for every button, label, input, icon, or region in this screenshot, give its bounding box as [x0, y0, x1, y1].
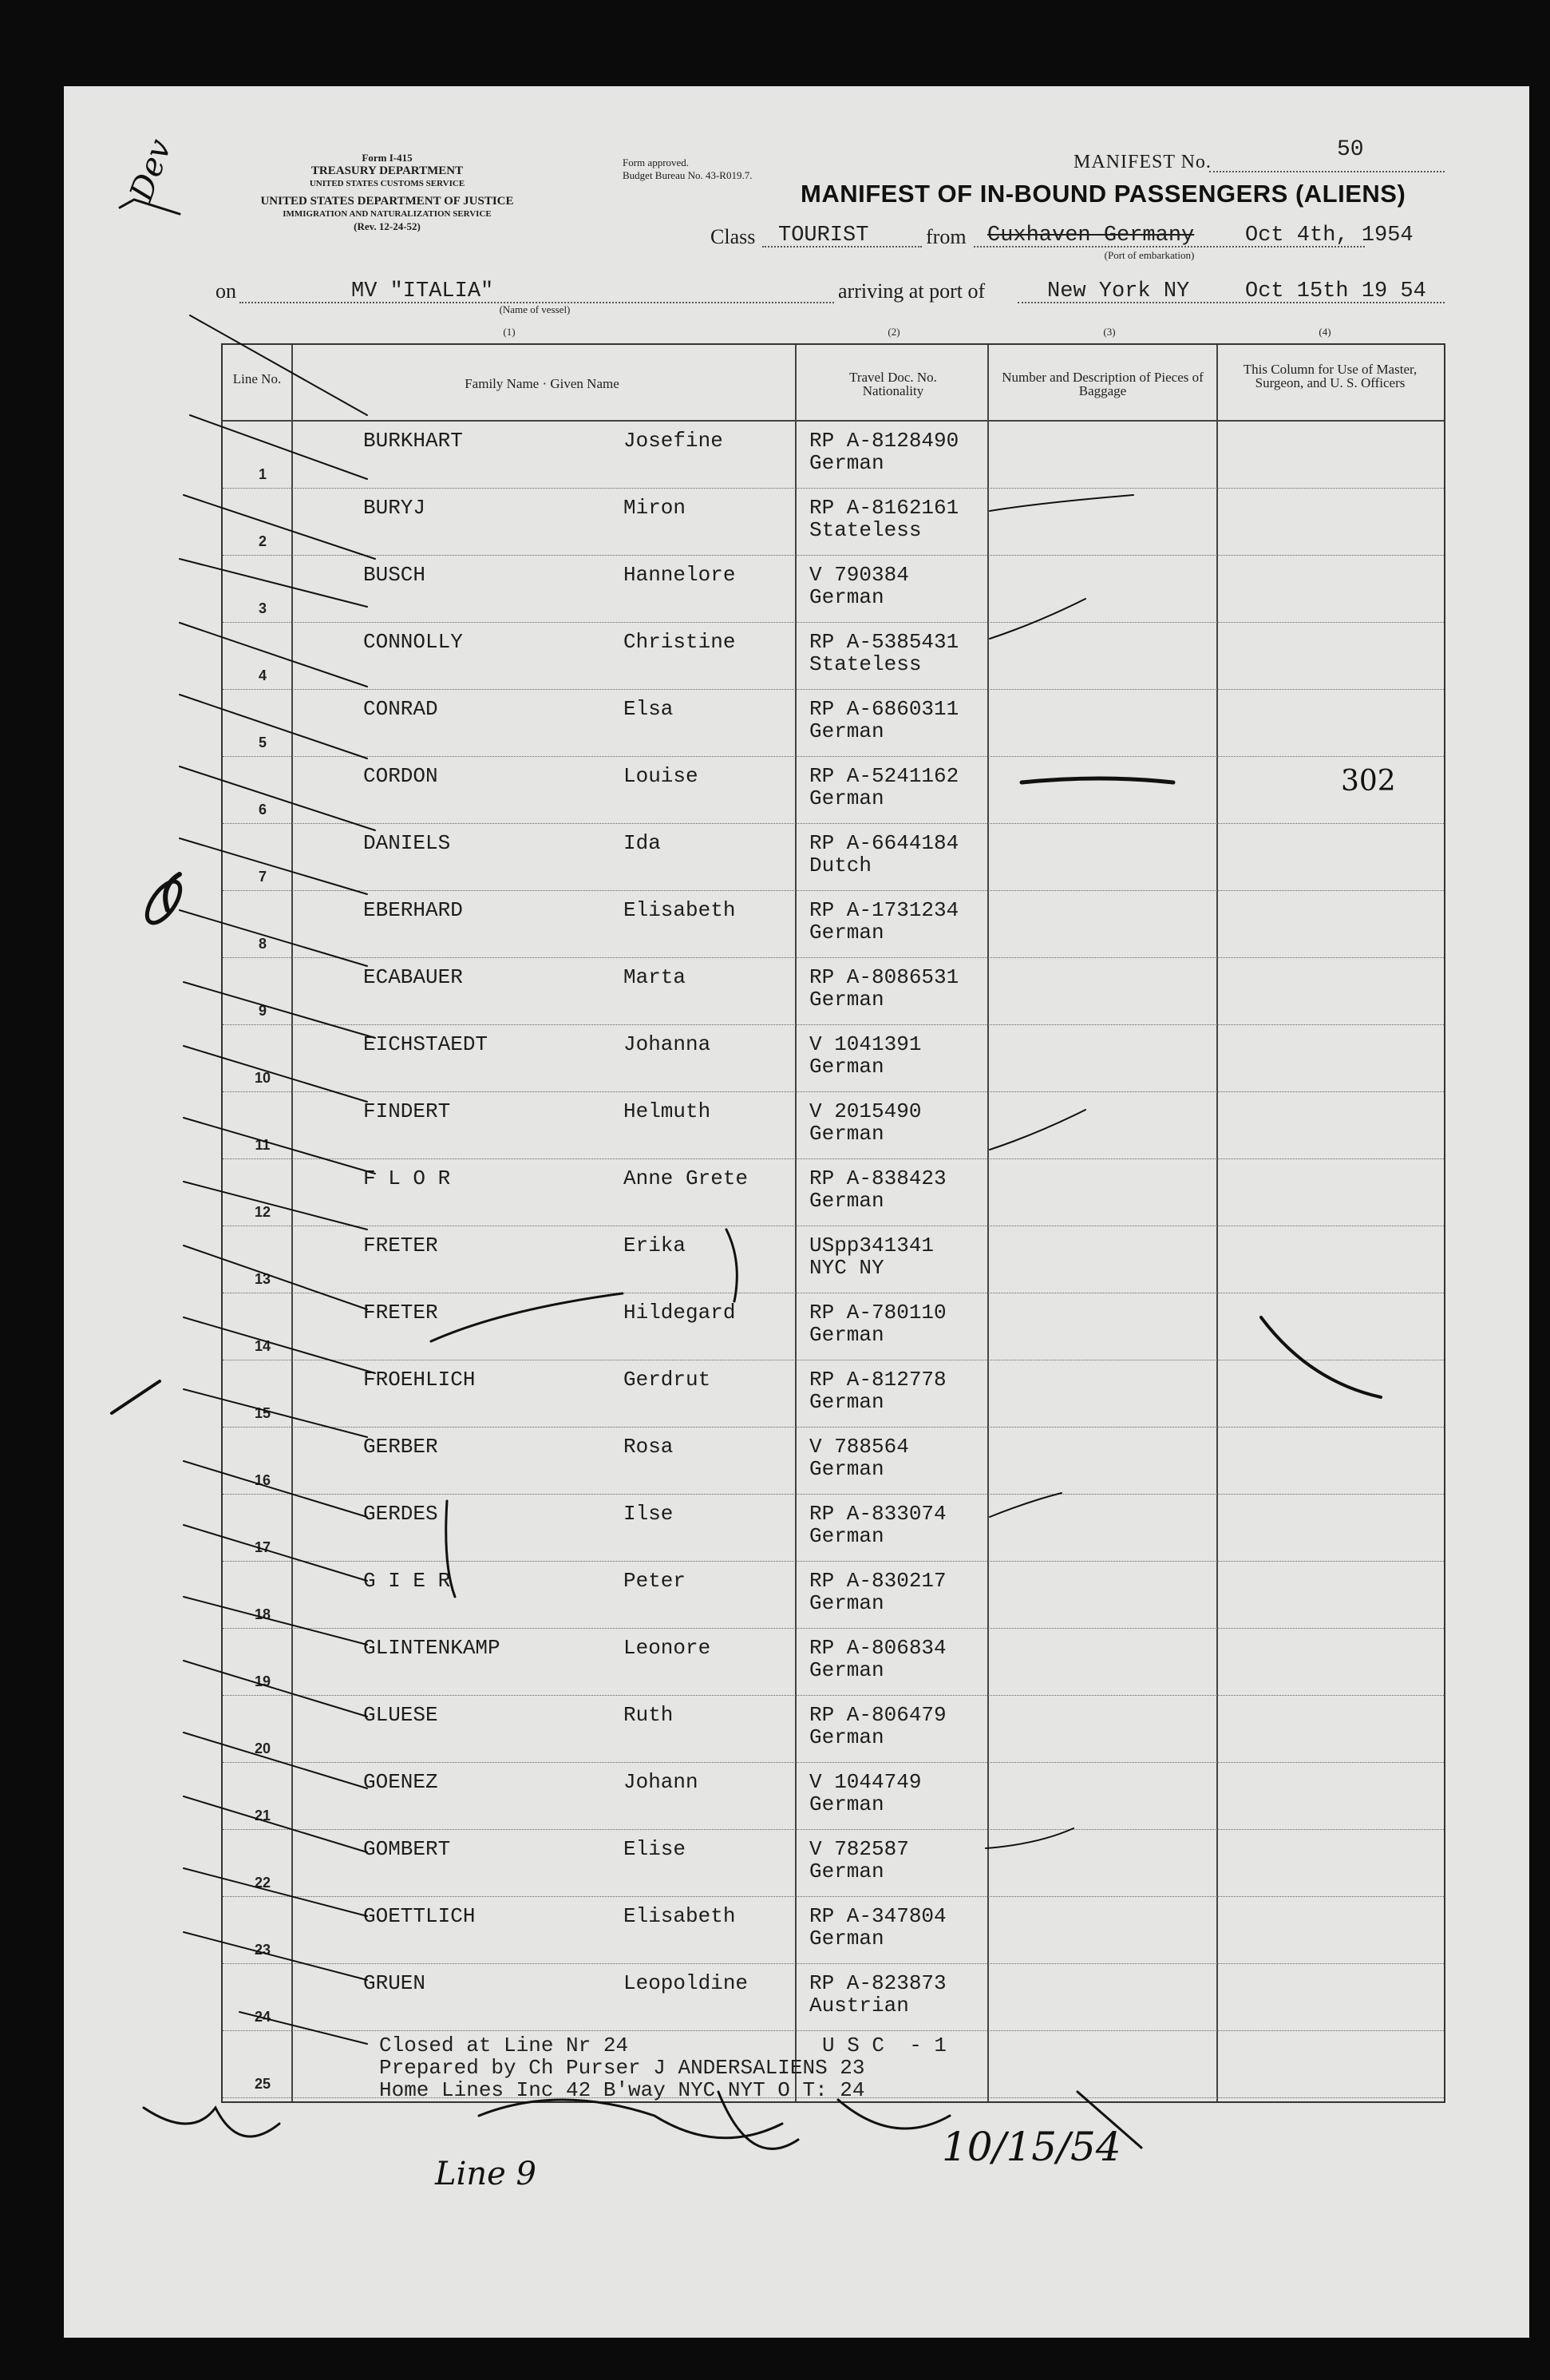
table-row: [223, 1293, 1444, 1360]
line-number: 19: [254, 1673, 271, 1689]
family-name: F L O R: [363, 1166, 451, 1190]
travel-doc: RP A-812778: [809, 1368, 947, 1391]
line-number: 15: [254, 1405, 271, 1421]
table-row: [223, 1092, 1444, 1159]
travel-doc: RP A-347804: [809, 1905, 947, 1927]
family-name: EICHSTAEDT: [363, 1032, 488, 1056]
family-name: CORDON: [363, 764, 438, 788]
family-name: CONNOLLY: [363, 630, 463, 654]
passenger-table: [221, 343, 1445, 2103]
family-name: FINDERT: [363, 1099, 451, 1123]
family-name: GLINTENKAMP: [363, 1636, 500, 1660]
approval-line: Form approved.: [623, 156, 690, 168]
nationality: German: [809, 786, 884, 810]
line-number: 8: [258, 936, 267, 952]
col-num-3: (3): [1103, 326, 1116, 338]
table-row: [223, 1763, 1444, 1830]
line-number: 7: [258, 869, 267, 885]
nationality: German: [809, 988, 884, 1012]
arriving-label: arriving at port of: [838, 279, 986, 303]
ins-service: IMMIGRATION AND NATURALIZATION SERVICE: [283, 209, 492, 219]
nationality: German: [809, 1859, 884, 1883]
table-row: [223, 891, 1444, 958]
closing-line2: Prepared by Ch Purser J ANDERSALIENS 23: [379, 2056, 865, 2080]
class-label: Class: [710, 225, 756, 248]
header-officers: This Column for Use of Master, Surgeon, and U. S. Officers: [1243, 362, 1418, 390]
family-name: DANIELS: [363, 831, 451, 855]
travel-doc: RP A-5385431: [809, 631, 959, 653]
family-name: GERDES: [363, 1502, 438, 1526]
table-row: [223, 1360, 1444, 1428]
header-line-no: Line No.: [232, 371, 282, 386]
line-number: 2: [258, 533, 267, 549]
nationality: NYC NY: [809, 1256, 884, 1280]
manifest-no-label: MANIFEST No.: [1074, 152, 1212, 172]
travel-doc: RP A-780110: [809, 1301, 947, 1324]
table-row: [223, 1428, 1444, 1495]
given-name: Louise: [623, 764, 698, 788]
line-number: 3: [258, 600, 267, 616]
given-name: Ida: [623, 831, 661, 855]
family-name: GRUEN: [363, 1971, 426, 1995]
approval-block: [623, 156, 752, 182]
nationality: German: [809, 1055, 884, 1079]
line-number: 24: [254, 2009, 271, 2025]
family-name: FROEHLICH: [363, 1368, 476, 1392]
given-name: Leopoldine: [623, 1971, 749, 1995]
nationality: Austrian: [809, 1994, 909, 2018]
line-number: 14: [254, 1338, 271, 1354]
line-number: 1: [258, 466, 267, 482]
manifest-title: MANIFEST OF IN-BOUND PASSENGERS (ALIENS): [801, 180, 1406, 208]
form-header-left: [208, 152, 567, 233]
table-row: [223, 1025, 1444, 1092]
travel-doc: RP A-1731234: [809, 899, 959, 921]
arrival-port: New York NY: [1047, 279, 1190, 303]
table-row: [223, 1495, 1444, 1562]
family-name: GOETTLICH: [363, 1904, 476, 1928]
travel-doc: RP A-5241162: [809, 765, 959, 787]
given-name: Helmuth: [623, 1099, 711, 1123]
line-number: 6: [258, 802, 267, 818]
table-row: [223, 1629, 1444, 1696]
line-number: 5: [258, 735, 267, 750]
travel-doc: RP A-806834: [809, 1637, 947, 1659]
travel-doc: RP A-838423: [809, 1167, 947, 1190]
travel-doc: V 1041391: [809, 1033, 922, 1055]
from-label: from: [926, 225, 967, 248]
family-name: GOENEZ: [363, 1770, 438, 1794]
travel-doc: V 2015490: [809, 1100, 922, 1123]
given-name: Ilse: [623, 1502, 674, 1526]
line-number: 11: [255, 1137, 271, 1153]
line-number: 4: [258, 667, 267, 683]
class-value: TOURIST: [778, 224, 869, 248]
travel-doc: V 788564: [809, 1436, 909, 1458]
form-number: Form I-415: [362, 152, 413, 164]
table-row: [223, 690, 1444, 757]
port-embark-note: (Port of embarkation): [1104, 249, 1195, 261]
nationality: Dutch: [809, 853, 872, 877]
family-name: FRETER: [363, 1234, 438, 1257]
table-row: [223, 489, 1444, 556]
travel-doc: RP A-8086531: [809, 966, 959, 988]
family-name: CONRAD: [363, 697, 438, 721]
given-name: Hildegard: [623, 1301, 736, 1325]
line-number: 13: [254, 1271, 271, 1287]
nationality: German: [809, 1189, 884, 1213]
travel-doc: V 782587: [809, 1838, 909, 1860]
given-name: Johann: [623, 1770, 698, 1794]
line-number: 25: [254, 2076, 271, 2092]
family-name: EBERHARD: [363, 898, 463, 922]
table-row: [223, 422, 1444, 489]
nationality: German: [809, 1591, 884, 1615]
table-row: [223, 1964, 1444, 2031]
line-number: 9: [258, 1003, 267, 1019]
nationality: German: [809, 451, 884, 475]
travel-doc: RP A-833074: [809, 1503, 947, 1525]
embark-date: Oct 4th, 1954: [1245, 224, 1414, 248]
given-name: Marta: [623, 965, 686, 989]
given-name: Josefine: [623, 429, 723, 453]
line-number: 22: [254, 1875, 271, 1891]
usc-line: U S C - 1: [822, 2033, 947, 2057]
line-number: 18: [254, 1606, 271, 1622]
header-doc: Travel Doc. No. Nationality: [849, 370, 937, 398]
family-name: GOMBERT: [363, 1837, 451, 1861]
travel-doc: RP A-806479: [809, 1704, 947, 1726]
closing-block: [379, 2034, 865, 2101]
table-row: [223, 1897, 1444, 1964]
on-label: on: [215, 279, 236, 303]
family-name: ECABAUER: [363, 965, 463, 989]
closing-line3: Home Lines Inc 42 B'way NYC NYT O T: 24: [379, 2078, 865, 2102]
travel-doc: RP A-6860311: [809, 698, 959, 720]
margin-note: Dev: [123, 134, 180, 206]
given-name: Ruth: [623, 1703, 674, 1727]
nationality: German: [809, 1122, 884, 1146]
line-number: 17: [254, 1539, 271, 1555]
nationality: German: [809, 1390, 884, 1414]
travel-doc: RP A-823873: [809, 1972, 947, 1994]
col-num-1: (1): [503, 326, 516, 338]
closing-line1: Closed at Line Nr 24: [379, 2033, 629, 2057]
table-row: [223, 556, 1444, 623]
line-number: 20: [254, 1740, 271, 1756]
nationality: Stateless: [809, 518, 922, 542]
given-name: Hannelore: [623, 563, 736, 587]
nationality: German: [809, 1927, 884, 1950]
arrival-date: Oct 15th 19 54: [1245, 279, 1426, 303]
table-row: [223, 824, 1444, 891]
travel-doc: RP A-8128490: [809, 430, 959, 452]
nationality: German: [809, 1323, 884, 1347]
given-name: Christine: [623, 630, 736, 654]
nationality: German: [809, 1725, 884, 1749]
col-num-2: (2): [888, 326, 900, 338]
vessel-note: (Name of vessel): [499, 303, 571, 315]
travel-doc: USpp341341: [809, 1234, 935, 1257]
family-name: BURYJ: [363, 496, 426, 520]
table-row: [223, 1830, 1444, 1897]
given-name: Anne Grete: [623, 1166, 749, 1190]
given-name: Elisabeth: [623, 898, 736, 922]
given-name: Elsa: [623, 697, 674, 721]
revision: (Rev. 12-24-52): [354, 220, 421, 232]
nationality: German: [809, 1457, 884, 1481]
given-name: Elisabeth: [623, 1904, 736, 1928]
travel-doc: RP A-830217: [809, 1570, 947, 1592]
given-name: Elise: [623, 1837, 686, 1861]
table-row: [223, 1226, 1444, 1293]
family-name: FRETER: [363, 1301, 438, 1325]
line-number: 10: [254, 1070, 271, 1086]
line-number: 12: [254, 1204, 271, 1220]
travel-doc: RP A-6644184: [809, 832, 959, 854]
table-row: [223, 1696, 1444, 1763]
col-num-4: (4): [1319, 326, 1331, 338]
given-name: Leonore: [623, 1636, 711, 1660]
justice-dept: UNITED STATES DEPARTMENT OF JUSTICE: [260, 195, 514, 208]
given-name: Peter: [623, 1569, 686, 1593]
header-name: Family Name · Given Name: [465, 376, 619, 391]
table-row: [223, 1562, 1444, 1629]
line-number: 16: [254, 1472, 271, 1488]
nationality: German: [809, 719, 884, 743]
family-name: G I E R: [363, 1569, 451, 1593]
travel-doc: RP A-8162161: [809, 497, 959, 519]
given-name: Miron: [623, 496, 686, 520]
customs-service: UNITED STATES CUSTOMS SERVICE: [309, 179, 465, 188]
nationality: German: [809, 921, 884, 944]
nationality: German: [809, 1524, 884, 1548]
nationality: German: [809, 585, 884, 609]
manifest-no-line: [1209, 171, 1445, 172]
given-name: Erika: [623, 1234, 686, 1257]
given-name: Rosa: [623, 1435, 674, 1459]
manifest-no-value: 50: [1337, 137, 1364, 162]
travel-doc: V 1044749: [809, 1771, 922, 1793]
family-name: GERBER: [363, 1435, 438, 1459]
bottom-date: 10/15/54: [942, 2124, 1121, 2170]
family-name: BURKHART: [363, 429, 463, 453]
line-number: 21: [254, 1808, 271, 1824]
from-value: Cuxhaven Germany: [987, 224, 1195, 248]
table-row: [223, 757, 1444, 824]
table-row: [223, 623, 1444, 690]
table-row: [223, 958, 1444, 1025]
family-name: BUSCH: [363, 563, 426, 587]
line-number: 23: [254, 1942, 271, 1958]
family-name: GLUESE: [363, 1703, 438, 1727]
nationality: German: [809, 1658, 884, 1682]
bottom-note: Line 9: [435, 2156, 536, 2192]
travel-doc: V 790384: [809, 564, 909, 586]
given-name: Gerdrut: [623, 1368, 711, 1392]
nationality: Stateless: [809, 652, 922, 676]
header-baggage: Number and Description of Pieces of Baggage: [1002, 370, 1204, 398]
nationality: German: [809, 1792, 884, 1816]
given-name: Johanna: [623, 1032, 711, 1056]
treasury-dept: TREASURY DEPARTMENT: [310, 164, 464, 177]
vessel-name: MV "ITALIA": [351, 279, 494, 303]
budget-bureau: Budget Bureau No. 43-R019.7.: [623, 169, 753, 181]
table-row: [223, 1159, 1444, 1226]
officer-annotation: 302: [1341, 765, 1396, 798]
